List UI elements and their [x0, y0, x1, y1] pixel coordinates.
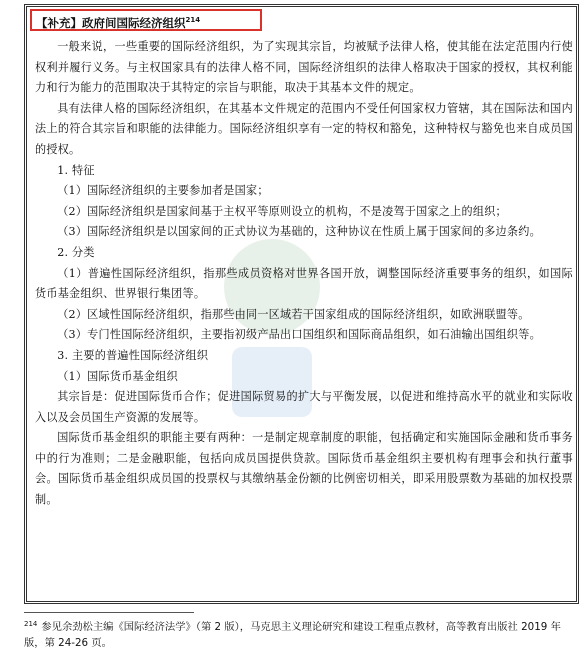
paragraph-imf-functions: 国际货币基金组织的职能主要有两种：一是制定规章制度的职能，包括确定和实施国际金融和货币事务中的行为准则；二是金融职能，包括向成员国提供贷款。国际货币基金组织主要机构有理事会和执行董事会。国际货币基金组织成员国的投票权与其缴纳基金份额的比例密切相关，即采用股票数为基础的加权投票制。	[35, 431, 573, 507]
paragraph-imf-purpose: 其宗旨是：促进国际货币合作；促进国际贸易的扩大与平衡发展，以促进和维持高水平的就业和实际收入以及会员国生产资源的发展等。	[35, 390, 573, 424]
list-item-feature-1: （1）国际经济组织的主要参加者是国家；	[57, 184, 269, 198]
subheading-features: 1. 特征	[57, 163, 95, 177]
paragraph-legal-capacity: 具有法律人格的国际经济组织，在其基本文件规定的范围内不受任何国家权力管辖，其在国际法和国内法上的符合其宗旨和职能的法律能力。国际经济组织享有一定的特权和豁免，这种特权与豁免也来自成员国的授权。	[35, 101, 573, 156]
footnote	[24, 617, 580, 651]
document-body	[35, 37, 573, 511]
heading-footnote-ref: 214	[185, 16, 201, 24]
paragraph-intro: 一般来说，一些重要的国际经济组织，为了实现其宗旨，均被赋予法律人格，使其能在法定范围内行使权利并履行义务。与主权国家具有的法律人格不同，国际经济组织的法律人格取决于国家的授权，其权利能力和行为能力的范围取决于其特定的宗旨与职能，取决于其基本文件的规定。	[35, 40, 573, 95]
subheading-major-orgs: 3. 主要的普遍性国际经济组织	[57, 348, 209, 362]
list-item-feature-3: （3）国际经济组织是以国家间的正式协议为基础的，这种协议在性质上属于国家间的多边条约。	[57, 225, 541, 239]
footnote-divider	[24, 612, 194, 613]
content-frame	[24, 4, 579, 604]
subheading-imf: （1）国际货币基金组织	[57, 369, 178, 383]
subheading-classification: 2. 分类	[57, 245, 95, 259]
footnote-ref: 214	[24, 620, 38, 628]
section-heading	[30, 9, 262, 31]
footnote-text: 参见余劲松主编《国际经济法学》（第 2 版），马克思主义理论研究和建设工程重点教材，高等教育出版社 2019 年版，第 24-26 页。	[24, 621, 561, 649]
list-item-class-3: （3）专门性国际经济组织，主要指初级产品出口国组织和国际商品组织，如石油输出国组织等。	[57, 328, 541, 342]
list-item-feature-2: （2）国际经济组织是国家间基于主权平等原则设立的机构，不是凌驾于国家之上的组织；	[57, 204, 507, 218]
list-item-class-1: （1）普遍性国际经济组织，指那些成员资格对世界各国开放，调整国际经济重要事务的组织，如国际货币基金组织、世界银行集团等。	[35, 266, 573, 301]
heading-text: 【补充】政府间国际经济组织	[36, 16, 186, 30]
list-item-class-2: （2）区域性国际经济组织，指那些由同一区域若干国家组成的国际经济组织，如欧洲联盟等。	[57, 307, 530, 321]
